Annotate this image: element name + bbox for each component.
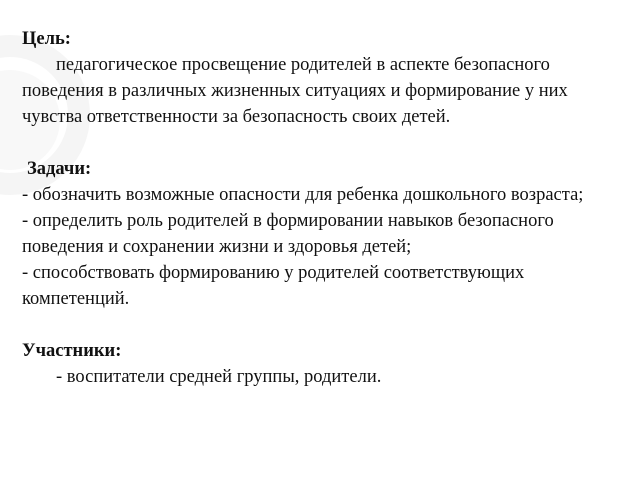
goal-heading: Цель:	[22, 29, 71, 49]
document-body	[22, 26, 622, 390]
tasks-heading: Задачи:	[27, 159, 92, 179]
spacer	[22, 312, 622, 338]
task-item-2: - определить роль родителей в формировании навыков безопасного поведения и сохранении жизни и здоровья детей;	[22, 211, 554, 257]
participants-text: - воспитатели средней группы, родители.	[56, 367, 382, 387]
participants-heading: Участники:	[22, 341, 122, 361]
task-item-3: - способствовать формированию у родителей соответствующих компетенций.	[22, 263, 525, 309]
goal-text: педагогическое просвещение родителей в аспекте безопасного поведения в различных жизненных ситуациях и формирование у них чувства ответственности за безопасность своих детей.	[22, 55, 568, 127]
spacer	[22, 130, 622, 156]
task-item-1: - обозначить возможные опасности для ребенка дошкольного возраста;	[22, 185, 584, 205]
